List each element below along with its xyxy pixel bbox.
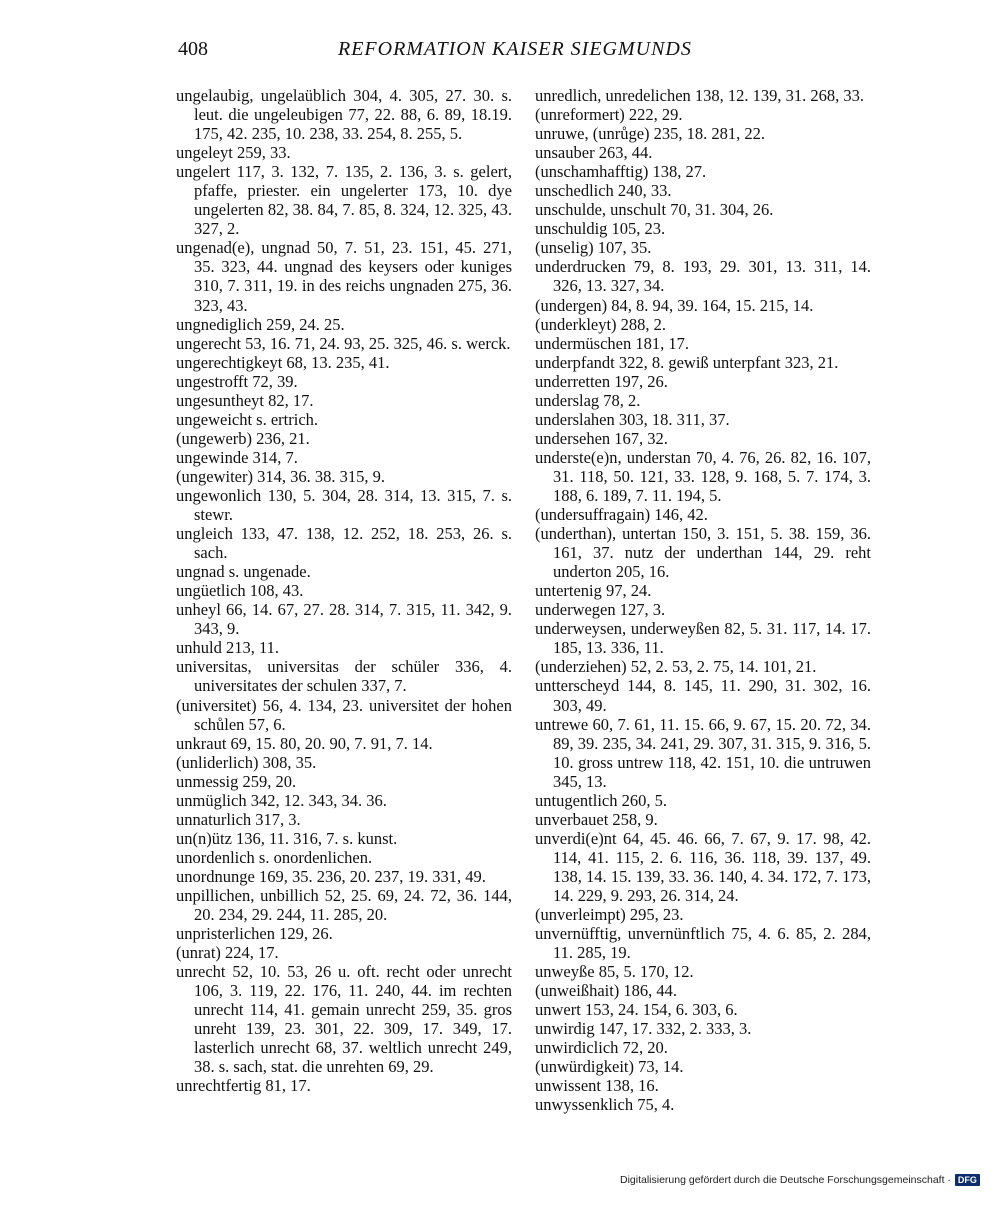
index-entry: unnaturlich 317, 3. xyxy=(176,809,301,829)
index-entry: underdrucken 79, 8. 193, 29. 301, 13. 311, 14. 326, 13. 327, 34. xyxy=(535,257,871,296)
index-entry: unheyl 66, 14. 67, 27. 28. 314, 7. 315, 11. 342, 9. 343, 9. xyxy=(176,600,512,639)
index-column-left xyxy=(176,86,512,1095)
index-entry: (unschamhafftig) 138, 27. xyxy=(535,162,707,182)
footer-text: Digitalisierung gefördert durch die Deutsche Forschungsgemeinschaft · xyxy=(620,1174,951,1186)
index-entry: (universitet) 56, 4. 134, 23. universitet der hohen schůlen 57, 6. xyxy=(176,695,512,734)
index-entry: underslag 78, 2. xyxy=(535,390,641,410)
index-entry: ungnediglich 259, 24. 25. xyxy=(176,314,345,334)
index-entry: ungnad s. ungenade. xyxy=(176,562,311,582)
index-entry: ungeleyt 259, 33. xyxy=(176,143,291,163)
index-entry: unruwe, (unrůge) 235, 18. 281, 22. xyxy=(535,124,766,144)
index-entry: universitas, universitas der schüler 336, 4. universitates der schulen 337, 7. xyxy=(176,657,512,696)
index-entry: ungenad(e), ungnad 50, 7. 51, 23. 151, 45. 271, 35. 323, 44. ungnad des keysers oder kuniges 310, 7. 311, 19. in des reichs ungnaden 275, 36. 323, 43. xyxy=(176,238,512,315)
index-entry: unwissent 138, 16. xyxy=(535,1076,659,1096)
index-entry: underweysen, underweyßen 82, 5. 31. 117, 14. 17. 185, 13. 336, 11. xyxy=(535,619,871,658)
page-number: 408 xyxy=(178,38,208,60)
index-entry: underste(e)n, understan 70, 4. 76, 26. 82, 16. 107, 31. 118, 50. 121, 33. 128, 9. 168, 5. 7. 174, 3. 188, 6. 189, 7. 11. 194, 5. xyxy=(535,447,871,505)
index-entry: unverdi(e)nt 64, 45. 46. 66, 7. 67, 9. 17. 98, 42. 114, 41. 115, 2. 6. 116, 36. 118, 39. 137, 49. 138, 14. 15. 139, 33. 36. 140, 4. 34. 172, 7. 173, 14. 229, 9. 293, 26. 314, 24. xyxy=(535,828,871,905)
index-entry: unpristerlichen 129, 26. xyxy=(176,924,333,944)
index-entry: unwyssenklich 75, 4. xyxy=(535,1095,675,1115)
page-header xyxy=(178,38,868,68)
index-entry: unordenlich s. onordenlichen. xyxy=(176,847,373,867)
index-entry: (unweißhait) 186, 44. xyxy=(535,981,678,1001)
index-entry: ungestrofft 72, 39. xyxy=(176,371,298,391)
index-entry: (undersuffragain) 146, 42. xyxy=(535,505,708,525)
index-entry: (underziehen) 52, 2. 53, 2. 75, 14. 101, 21. xyxy=(535,657,817,677)
index-entry: unschedlich 240, 33. xyxy=(535,181,672,201)
index-entry: undermüschen 181, 17. xyxy=(535,333,689,353)
index-entry: ungeweicht s. ertrich. xyxy=(176,409,319,429)
index-entry: unschuldig 105, 23. xyxy=(535,219,666,239)
index-entry: underwegen 127, 3. xyxy=(535,600,666,620)
index-entry: unwirdig 147, 17. 332, 2. 333, 3. xyxy=(535,1019,752,1039)
index-entry: (unrat) 224, 17. xyxy=(176,943,279,963)
index-entry: (ungewiter) 314, 36. 38. 315, 9. xyxy=(176,466,385,486)
index-entry: unpillichen, unbillich 52, 25. 69, 24. 72, 36. 144, 20. 234, 29. 244, 11. 285, 20. xyxy=(176,885,512,925)
index-entry: (underthan), untertan 150, 3. 151, 5. 38. 159, 36. 161, 37. nutz der underthan 144, 29. reht underton 205, 16. xyxy=(535,524,871,582)
index-entry: (ungewerb) 236, 21. xyxy=(176,428,310,448)
index-entry: underpfandt 322, 8. gewiß unterpfant 323, 21. xyxy=(535,352,839,372)
index-entry: unmüglich 342, 12. 343, 34. 36. xyxy=(176,790,387,810)
index-entry: un(n)ütz 136, 11. 316, 7. s. kunst. xyxy=(176,828,398,848)
index-entry: unordnunge 169, 35. 236, 20. 237, 19. 331, 49. xyxy=(176,866,486,886)
index-entry: (unselig) 107, 35. xyxy=(535,238,652,258)
index-entry: undersehen 167, 32. xyxy=(535,428,668,448)
index-entry: untterscheyd 144, 8. 145, 11. 290, 31. 302, 16. 303, 49. xyxy=(535,676,871,715)
index-entry: (unliderlich) 308, 35. xyxy=(176,752,317,772)
index-entry: underslahen 303, 18. 311, 37. xyxy=(535,409,730,429)
index-entry: unredlich, unredelichen 138, 12. 139, 31. 268, 33. xyxy=(535,86,865,105)
index-entry: unsauber 263, 44. xyxy=(535,143,653,163)
index-entry: unrechtfertig 81, 17. xyxy=(176,1076,311,1096)
index-entry: unvernüfftig, unvernünftlich 75, 4. 6. 85, 2. 284, 11. 285, 19. xyxy=(535,924,871,963)
dfg-logo: DFG xyxy=(955,1174,980,1186)
index-entry: (underkleyt) 288, 2. xyxy=(535,314,667,334)
index-entry: ungerecht 53, 16. 71, 24. 93, 25. 325, 46. s. werck. xyxy=(176,333,511,353)
index-entry: unhuld 213, 11. xyxy=(176,638,279,658)
index-entry: (undergen) 84, 8. 94, 39. 164, 15. 215, 14. xyxy=(535,295,814,315)
index-entry: untertenig 97, 24. xyxy=(535,581,652,601)
index-entry: untugentlich 260, 5. xyxy=(535,790,667,810)
index-entry: unweyße 85, 5. 170, 12. xyxy=(535,962,694,982)
index-entry: ungelert 117, 3. 132, 7. 135, 2. 136, 3. s. gelert, pfaffe, priester. ein ungelerter 173, 10. dye ungelerten 82, 38. 84, 7. 85, 8. 324, 12. 325, 43. 327, 2. xyxy=(176,162,512,239)
index-entry: (unwürdigkeit) 73, 14. xyxy=(535,1057,684,1077)
index-entry: unkraut 69, 15. 80, 20. 90, 7. 91, 7. 14. xyxy=(176,733,433,753)
index-entry: ungleich 133, 47. 138, 12. 252, 18. 253, 26. s. sach. xyxy=(176,524,512,563)
index-entry: ungesuntheyt 82, 17. xyxy=(176,390,314,410)
index-entry: unmessig 259, 20. xyxy=(176,771,297,791)
index-entry: ungelaubig, ungelaüblich 304, 4. 305, 27. 30. s. leut. die ungeleubigen 77, 22. 88, 6. 89, 18.19. 175, 42. 235, 10. 238, 33. 254, 8. 255, 5. xyxy=(176,86,512,144)
index-entry: unwirdiclich 72, 20. xyxy=(535,1038,668,1058)
index-entry: unwert 153, 24. 154, 6. 303, 6. xyxy=(535,1000,738,1020)
index-entry: unrecht 52, 10. 53, 26 u. oft. recht oder unrecht 106, 3. 119, 22. 176, 11. 240, 44. im rechten unrecht 114, 41. gemain unrecht 259, 35. gros unreht 139, 23. 301, 22. 309, 17. 349, 17. lasterlich unrecht 68, 37. weltlich unrecht 249, 38. s. sach, stat. die unrehten 69, 29. xyxy=(176,962,512,1077)
index-entry: unschulde, unschult 70, 31. 304, 26. xyxy=(535,200,774,220)
index-entry: (unverleimpt) 295, 23. xyxy=(535,905,684,925)
index-entry: ungewonlich 130, 5. 304, 28. 314, 13. 315, 7. s. stewr. xyxy=(176,485,512,525)
index-entry: (unreformert) 222, 29. xyxy=(535,105,683,125)
running-title: REFORMATION KAISER SIEGMUNDS xyxy=(338,38,692,60)
index-entry: untrewe 60, 7. 61, 11. 15. 66, 9. 67, 15. 20. 72, 34. 89, 39. 235, 34. 241, 29. 307, 31. 315, 9. 316, 5. 10. gross untrew 118, 42. 151, 10. die untruwen 345, 13. xyxy=(535,714,871,791)
index-entry: ungüetlich 108, 43. xyxy=(176,581,304,601)
footer-credit xyxy=(620,1172,980,1188)
index-entry: ungewinde 314, 7. xyxy=(176,447,298,467)
index-entry: underretten 197, 26. xyxy=(535,371,668,391)
index-column-right xyxy=(535,86,871,1115)
index-entry: unverbauet 258, 9. xyxy=(535,809,658,829)
index-entry: ungerechtigkeyt 68, 13. 235, 41. xyxy=(176,352,390,372)
